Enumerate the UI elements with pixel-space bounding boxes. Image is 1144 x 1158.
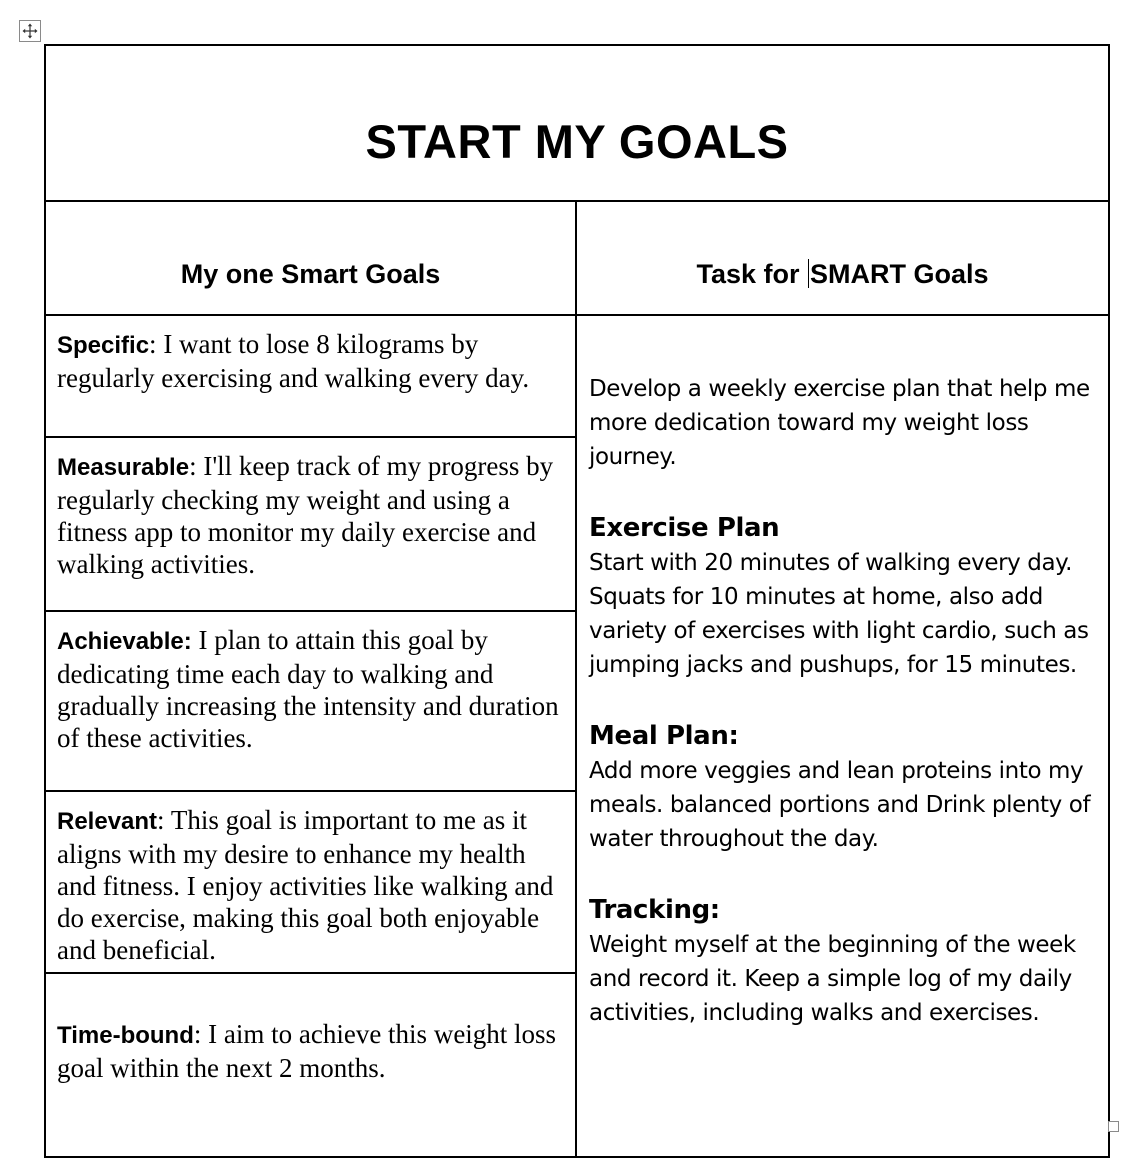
title-cell[interactable] xyxy=(45,45,1109,201)
goal-cell-specific[interactable]: Specific: I want to lose 8 kilograms by regularly exercising and walking every day. xyxy=(45,315,576,437)
right-header-cell[interactable] xyxy=(576,201,1109,315)
goal-text: I'll keep track of my progress by regularly checking my weight and using a fitness app to monitor my daily exercise and walking activities. xyxy=(57,451,554,579)
goal-cell-achievable[interactable] xyxy=(45,611,576,791)
meal-plan-text: Add more veggies and lean proteins into my meals. balanced portions and Drink plenty of water throughout the day. xyxy=(589,758,1091,852)
table-move-handle-icon[interactable] xyxy=(19,20,41,42)
task-cell[interactable] xyxy=(576,315,1109,1157)
exercise-plan-heading: Exercise Plan xyxy=(589,513,780,543)
goal-text: I aim to achieve this weight loss goal within the next 2 months. xyxy=(57,1019,557,1083)
task-intro: Develop a weekly exercise plan that help me more dedication toward my weight loss journey. xyxy=(589,376,1090,470)
tracking-text: Weight myself at the beginning of the week and record it. Keep a simple log of my daily activities, including walks and exercises. xyxy=(589,932,1076,1026)
meal-plan-heading: Meal Plan: xyxy=(589,721,739,751)
table-resize-handle-icon[interactable] xyxy=(1108,1121,1119,1132)
goal-text: I plan to attain this goal by dedicating time each day to walking and gradually increasing the intensity and duration of these activities. xyxy=(57,625,559,753)
right-column-header: Task for SMART Goals xyxy=(696,258,989,289)
exercise-plan-text: Start with 20 minutes of walking every day. Squats for 10 minutes at home, also add variety of exercises with light cardio, such as jumping jacks and pushups, for 15 minutes. xyxy=(589,550,1089,678)
goal-label: Achievable: xyxy=(57,628,192,655)
goal-cell-measurable[interactable]: Measurable: I'll keep track of my progress by regularly checking my weight and using a fitness app to monitor my daily exercise and walking activities. xyxy=(45,437,576,611)
goal-label: Measurable xyxy=(57,454,190,481)
tracking-heading: Tracking: xyxy=(589,895,720,925)
text-cursor-icon xyxy=(808,259,809,288)
meal-plan-section xyxy=(589,718,1094,856)
tracking-section xyxy=(589,892,1094,1030)
goal-label: Specific xyxy=(57,332,150,359)
exercise-plan-section xyxy=(589,510,1094,682)
document-title: START MY GOALS xyxy=(365,114,789,168)
goal-text: This goal is important to me as it aligns with my desire to enhance my health and fitness. I enjoy activities like walking and do exercise, making this goal both enjoyable and beneficial. xyxy=(57,805,554,965)
goal-text: I want to lose 8 kilograms by regularly exercising and walking every day. xyxy=(57,329,530,393)
goal-cell-time-bound[interactable]: Time-bound: I aim to achieve this weight loss goal within the next 2 months. xyxy=(45,973,576,1157)
goal-label: Time-bound xyxy=(57,1022,194,1049)
left-column-header: My one Smart Goals xyxy=(180,258,441,289)
goal-cell-relevant[interactable]: Relevant: This goal is important to me as it aligns with my desire to enhance my health and fitness. I enjoy activities like walking and do exercise, making this goal both enjoyable and beneficial. xyxy=(45,791,576,973)
smart-goals-table xyxy=(44,44,1110,1158)
goal-label: Relevant xyxy=(57,808,158,835)
left-header-cell[interactable] xyxy=(45,201,576,315)
